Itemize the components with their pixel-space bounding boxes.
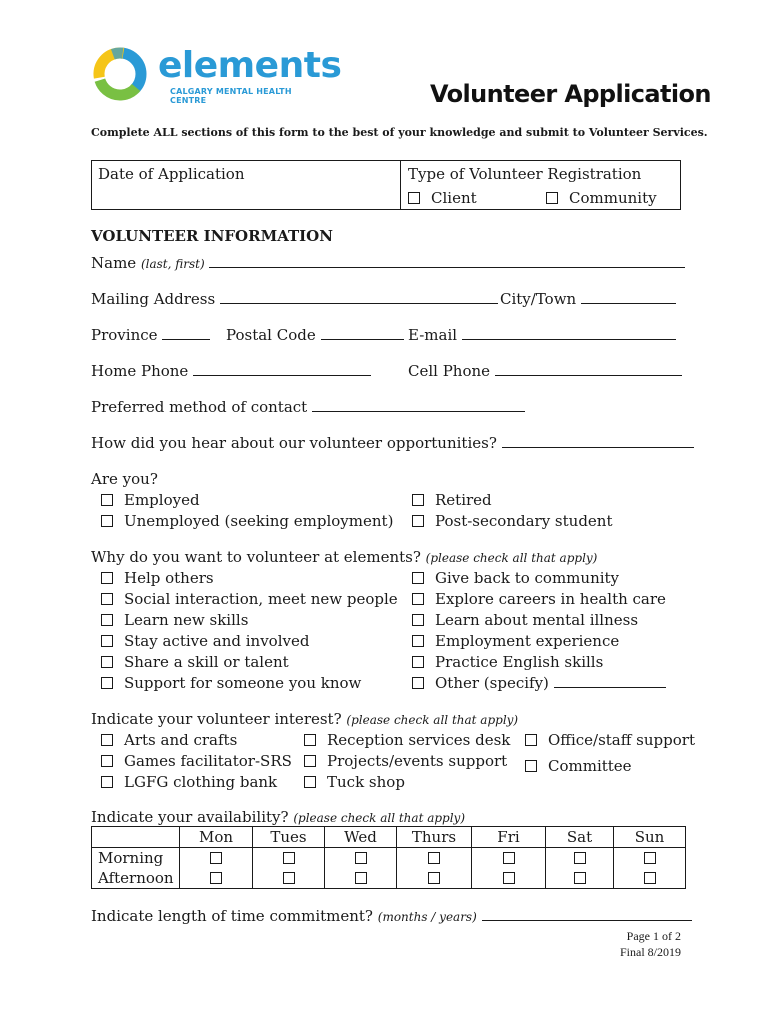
why-other-label: Other (specify) xyxy=(435,674,549,692)
interest-option: Office/staff support xyxy=(548,731,695,749)
cell-phone-label: Cell Phone xyxy=(408,362,491,380)
interest-option: Arts and crafts xyxy=(124,731,238,749)
interest-option: Tuck shop xyxy=(327,773,405,791)
why-option: Help others xyxy=(124,569,214,587)
interest-checkbox[interactable] xyxy=(304,734,316,746)
availability-checkbox[interactable] xyxy=(644,872,656,884)
employed-label: Employed xyxy=(124,491,200,509)
why-checkbox[interactable] xyxy=(101,614,113,626)
why-checkbox[interactable] xyxy=(412,614,424,626)
volunteer-info-heading: VOLUNTEER INFORMATION xyxy=(91,227,333,245)
why-question: Why do you want to volunteer at elements? xyxy=(91,548,421,566)
availability-checkbox[interactable] xyxy=(355,872,367,884)
availability-checkbox[interactable] xyxy=(210,852,222,864)
logo-ring-icon xyxy=(90,44,150,104)
why-option: Give back to community xyxy=(435,569,620,587)
why-option: Share a skill or talent xyxy=(124,653,289,671)
home-phone-field[interactable] xyxy=(193,362,371,376)
client-checkbox[interactable] xyxy=(408,192,420,204)
why-checkbox[interactable] xyxy=(101,635,113,647)
why-option: Learn about mental illness xyxy=(435,611,639,629)
client-label: Client xyxy=(431,189,477,207)
unemployed-label: Unemployed (seeking employment) xyxy=(124,512,394,530)
mailing-address-field[interactable] xyxy=(220,290,498,304)
logo-subtitle: CALGARY MENTAL HEALTH CENTRE xyxy=(170,87,292,105)
availability-question: Indicate your availability? xyxy=(91,808,289,826)
student-checkbox[interactable] xyxy=(412,515,424,527)
slot-label-afternoon: Afternoon xyxy=(92,868,180,889)
interest-option: Games facilitator-SRS xyxy=(124,752,292,770)
why-checkbox[interactable] xyxy=(412,593,424,605)
availability-checkbox[interactable] xyxy=(503,872,515,884)
commitment-hint: (months / years) xyxy=(377,910,477,924)
postal-code-label: Postal Code xyxy=(226,326,316,344)
student-label: Post-secondary student xyxy=(435,512,613,530)
why-option: Employment experience xyxy=(435,632,620,650)
availability-afternoon-row xyxy=(92,868,686,889)
availability-checkbox[interactable] xyxy=(210,872,222,884)
why-option: Explore careers in health care xyxy=(435,590,666,608)
province-label: Province xyxy=(91,326,158,344)
availability-checkbox[interactable] xyxy=(283,852,295,864)
day-header: Mon xyxy=(180,827,253,848)
why-checkbox[interactable] xyxy=(412,656,424,668)
contact-method-field[interactable] xyxy=(312,398,525,412)
interest-checkbox[interactable] xyxy=(101,776,113,788)
why-option: Learn new skills xyxy=(124,611,249,629)
day-header: Wed xyxy=(325,827,397,848)
availability-checkbox[interactable] xyxy=(283,872,295,884)
day-header: Sat xyxy=(546,827,614,848)
why-checkbox[interactable] xyxy=(101,593,113,605)
day-header: Thurs xyxy=(397,827,472,848)
availability-checkbox[interactable] xyxy=(574,852,586,864)
hear-about-label: How did you hear about our volunteer opportunities? xyxy=(91,434,497,452)
interest-checkbox[interactable] xyxy=(304,755,316,767)
availability-hint: (please check all that apply) xyxy=(293,811,466,825)
application-type-box xyxy=(91,160,681,210)
contact-method-label: Preferred method of contact xyxy=(91,398,308,416)
instructions: Complete ALL sections of this form to the best of your knowledge and submit to Volunteer Services. xyxy=(91,126,708,139)
city-label: City/Town xyxy=(500,290,577,308)
page-title: Volunteer Application xyxy=(430,80,711,108)
community-checkbox[interactable] xyxy=(546,192,558,204)
interest-checkbox[interactable] xyxy=(101,755,113,767)
interest-checkbox[interactable] xyxy=(101,734,113,746)
why-checkbox[interactable] xyxy=(412,572,424,584)
why-checkbox[interactable] xyxy=(412,635,424,647)
availability-table xyxy=(91,826,686,889)
retired-label: Retired xyxy=(435,491,492,509)
unemployed-checkbox[interactable] xyxy=(101,515,113,527)
why-option: Support for someone you know xyxy=(124,674,362,692)
community-label: Community xyxy=(569,189,657,207)
city-field[interactable] xyxy=(581,290,676,304)
day-header: Tues xyxy=(253,827,325,848)
registration-type-label: Type of Volunteer Registration xyxy=(408,165,642,183)
hear-about-field[interactable] xyxy=(502,434,694,448)
interest-option: LGFG clothing bank xyxy=(124,773,278,791)
why-hint: (please check all that apply) xyxy=(425,551,598,565)
why-checkbox[interactable] xyxy=(412,677,424,689)
logo xyxy=(90,44,342,106)
availability-checkbox[interactable] xyxy=(574,872,586,884)
date-of-application-label: Date of Application xyxy=(98,165,245,183)
why-option: Social interaction, meet new people xyxy=(124,590,398,608)
day-header: Sun xyxy=(614,827,686,848)
day-header: Fri xyxy=(472,827,546,848)
availability-morning-row xyxy=(92,848,686,869)
postal-code-field[interactable] xyxy=(321,326,404,340)
interest-checkbox[interactable] xyxy=(525,760,537,772)
interest-checkbox[interactable] xyxy=(304,776,316,788)
page-number: Page 1 of 2 xyxy=(626,929,681,943)
retired-checkbox[interactable] xyxy=(412,494,424,506)
employed-checkbox[interactable] xyxy=(101,494,113,506)
availability-checkbox[interactable] xyxy=(355,852,367,864)
availability-header-row xyxy=(92,827,686,848)
email-label: E-mail xyxy=(408,326,458,344)
name-label: Name xyxy=(91,254,137,272)
slot-label-morning: Morning xyxy=(92,848,180,869)
commitment-field[interactable] xyxy=(482,907,692,921)
name-hint: (last, first) xyxy=(140,257,205,271)
interest-checkbox[interactable] xyxy=(525,734,537,746)
why-checkbox[interactable] xyxy=(101,656,113,668)
cell-phone-field[interactable] xyxy=(495,362,682,376)
why-checkbox[interactable] xyxy=(101,572,113,584)
availability-corner-cell xyxy=(92,827,180,848)
availability-checkbox[interactable] xyxy=(644,852,656,864)
why-checkbox[interactable] xyxy=(101,677,113,689)
availability-checkbox[interactable] xyxy=(428,872,440,884)
interest-option: Committee xyxy=(548,757,632,775)
interest-option: Reception services desk xyxy=(327,731,511,749)
availability-checkbox[interactable] xyxy=(428,852,440,864)
interest-option: Projects/events support xyxy=(327,752,508,770)
availability-checkbox[interactable] xyxy=(503,852,515,864)
logo-wordmark: elements xyxy=(158,45,342,86)
why-other-field[interactable] xyxy=(554,674,666,688)
why-option: Practice English skills xyxy=(435,653,604,671)
version-label: Final 8/2019 xyxy=(619,945,681,959)
commitment-label: Indicate length of time commitment? xyxy=(91,907,373,925)
home-phone-label: Home Phone xyxy=(91,362,189,380)
interest-hint: (please check all that apply) xyxy=(346,713,519,727)
province-field[interactable] xyxy=(162,326,210,340)
why-option: Stay active and involved xyxy=(124,632,310,650)
mailing-address-label: Mailing Address xyxy=(91,290,216,308)
are-you-question: Are you? xyxy=(91,470,158,488)
email-field[interactable] xyxy=(462,326,676,340)
name-field[interactable] xyxy=(209,254,685,268)
interest-question: Indicate your volunteer interest? xyxy=(91,710,342,728)
